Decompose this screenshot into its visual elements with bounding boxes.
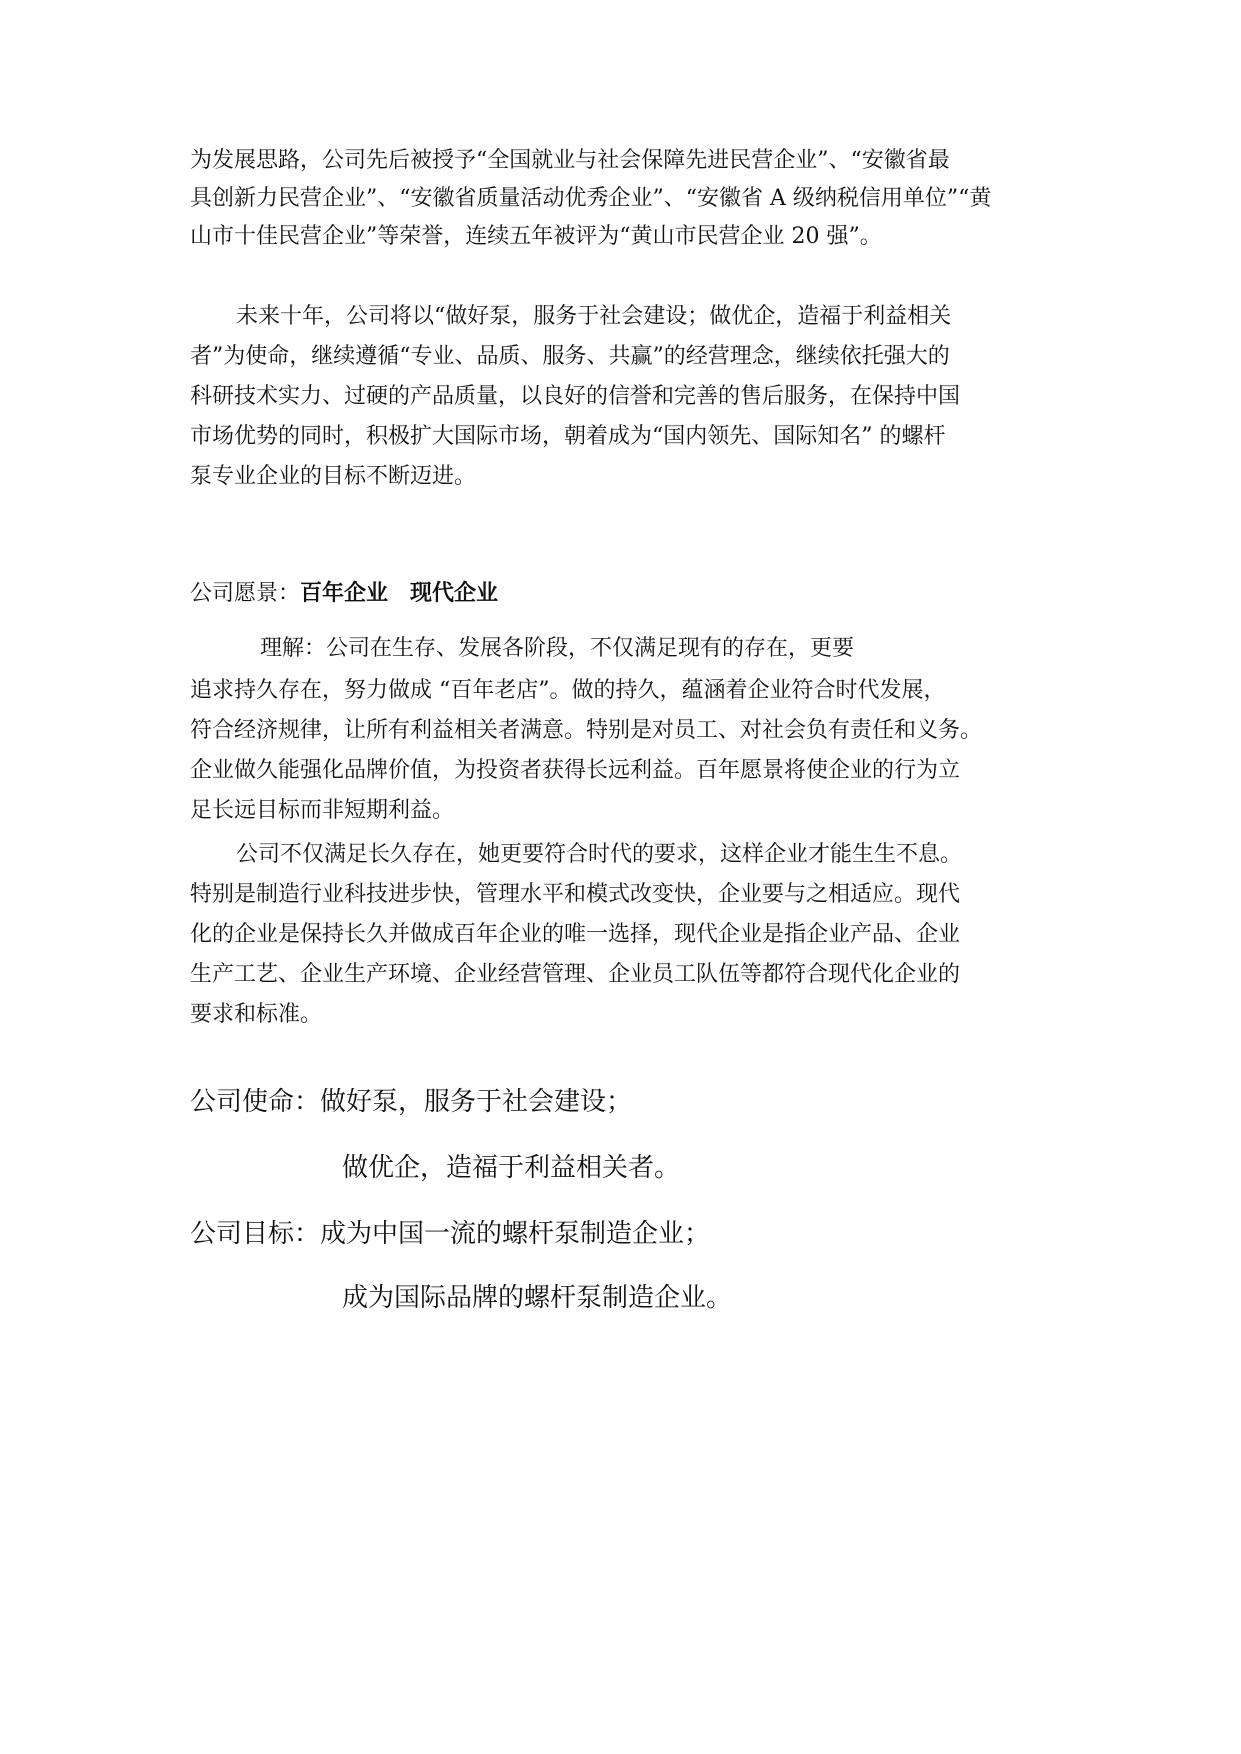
modern-line-3: 化的企业是保持长久并做成百年企业的唯一选择，现代企业是指企业产品、企业 <box>190 922 961 947</box>
goal-line-1: 公司目标：成为中国一流的螺杆泵制造企业； <box>190 1219 711 1249</box>
understanding-line-4: 企业做久能强化品牌价值，为投资者获得长远利益。百年愿景将使企业的行为立 <box>190 758 961 783</box>
understanding-line-2: 追求持久存在，努力做成 “百年老店”。做的持久，蕴涵着企业符合时代发展， <box>190 678 946 703</box>
modern-line-4: 生产工艺、企业生产环境、企业经营管理、企业员工队伍等都符合现代化企业的 <box>190 962 961 987</box>
future-line-5: 泵专业企业的目标不断迈进。 <box>190 464 477 489</box>
future-line-1: 未来十年，公司将以“做好泵，服务于社会建设；做优企，造福于利益相关 <box>236 304 952 329</box>
modern-line-1: 公司不仅满足长久存在，她更要符合时代的要求，这样企业才能生生不息。 <box>236 842 963 867</box>
modern-line-5: 要求和标准。 <box>190 1002 323 1027</box>
mission-line-2: 做优企，造福于利益相关者。 <box>342 1153 681 1183</box>
understanding-line-3: 符合经济规律，让所有利益相关者满意。特别是对员工、对社会负有责任和义务。 <box>190 718 983 743</box>
understanding-line-1: 理解：公司在生存、发展各阶段，不仅满足现有的存在，更要 <box>260 636 855 661</box>
vision-heading <box>190 578 498 609</box>
goal-line-2: 成为国际品牌的螺杆泵制造企业。 <box>342 1283 733 1313</box>
vision-label: 公司愿景： <box>190 581 301 606</box>
intro-line-2: 具创新力民营企业”、“安徽省质量活动优秀企业”、“安徽省 A 级纳税信用单位”“黄 <box>190 186 992 211</box>
understanding-line-5: 足长远目标而非短期利益。 <box>190 798 455 823</box>
modern-line-2: 特别是制造行业科技进步快，管理水平和模式改变快，企业要与之相适应。现代 <box>190 882 961 907</box>
future-line-3: 科研技术实力、过硬的产品质量，以良好的信誉和完善的售后服务，在保持中国 <box>190 384 961 409</box>
future-line-4: 市场优势的同时，积极扩大国际市场，朝着成为“国内领先、国际知名” 的螺杆 <box>190 424 946 449</box>
intro-line-1: 为发展思路，公司先后被授予“全国就业与社会保障先进民营企业”、“安徽省最 <box>190 148 950 173</box>
future-line-2: 者”为使命，继续遵循“专业、品质、服务、共赢”的经营理念，继续依托强大的 <box>190 344 950 369</box>
vision-value: 百年企业 现代企业 <box>300 580 499 606</box>
mission-line-1: 公司使命：做好泵，服务于社会建设； <box>190 1087 633 1117</box>
intro-line-3: 山市十佳民营企业”等荣誉，连续五年被评为“黄山市民营企业 20 强”。 <box>190 224 882 249</box>
